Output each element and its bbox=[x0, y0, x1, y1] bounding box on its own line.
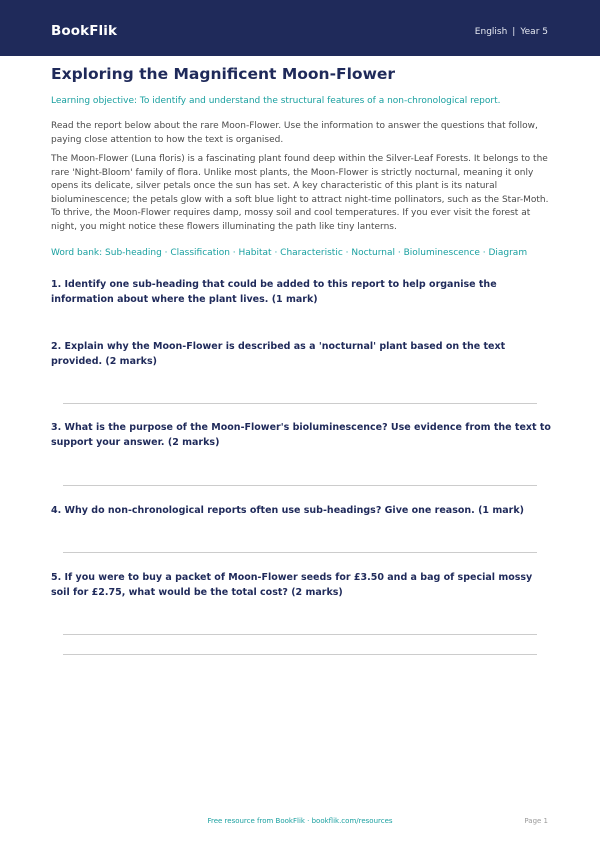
answer-line[interactable] bbox=[63, 552, 537, 553]
footer-credit: Free resource from BookFlik · bookflik.com/resources bbox=[207, 817, 393, 825]
learning-objective: Learning objective: To identify and understand the structural features of a non-chronological report. bbox=[51, 96, 501, 106]
question-4: 4. Why do non-chronological reports often use sub-headings? Give one reason. (1 mark) bbox=[51, 505, 524, 516]
question-1: 1. Identify one sub-heading that could be added to this report to help organise the information about where the plant lives. (1 mark) bbox=[51, 279, 497, 305]
brand-logo-text: BookFlik bbox=[51, 23, 118, 39]
year-label: Year 5 bbox=[520, 27, 548, 37]
answer-line[interactable] bbox=[63, 654, 537, 655]
worksheet-title: Exploring the Magnificent Moon-Flower bbox=[51, 65, 396, 83]
intro-paragraph: Read the report below about the rare Moon-Flower. Use the information to answer the questions that follow, paying close attention to how the text is organised. bbox=[51, 121, 538, 145]
answer-line[interactable] bbox=[63, 634, 537, 635]
page-header bbox=[0, 0, 600, 56]
word-bank: Word bank: Sub-heading · Classification · Habitat · Characteristic · Nocturnal · Bioluminescence · Diagram bbox=[51, 248, 528, 258]
header-meta bbox=[475, 27, 548, 37]
question-5: 5. If you were to buy a packet of Moon-Flower seeds for £3.50 and a bag of special mossy soil for £2.75, what would be the total cost? (2 marks) bbox=[51, 572, 533, 598]
question-3: 3. What is the purpose of the Moon-Flower's bioluminescence? Use evidence from the text to support your answer. (2 marks) bbox=[51, 422, 551, 448]
question-2: 2. Explain why the Moon-Flower is described as a 'nocturnal' plant based on the text provided. (2 marks) bbox=[51, 341, 506, 367]
report-text: The Moon-Flower (Luna floris) is a fascinating plant found deep within the Silver-Leaf Forests. It belongs to the rare 'Night-Bloom' family of flora. Unlike most plants, the Moon-Flower is strictly nocturnal, meaning it only opens its delicate, silver petals once the sun has set. A key characteristic of this plant is its natural bioluminescence; the petals glow with a soft blue light to attract night-time pollinators, such as the Star-Moth. To thrive, the Moon-Flower requires damp, mossy soil and cool temperatures. If you ever visit the forest at night, you might notice these flowers illuminating the path like tiny lanterns. bbox=[51, 154, 549, 232]
subject-label: English bbox=[474, 27, 508, 37]
meta-separator: | bbox=[512, 27, 516, 37]
answer-line[interactable] bbox=[63, 403, 537, 404]
page-number: Page 1 bbox=[524, 817, 548, 825]
answer-line[interactable] bbox=[63, 485, 537, 486]
